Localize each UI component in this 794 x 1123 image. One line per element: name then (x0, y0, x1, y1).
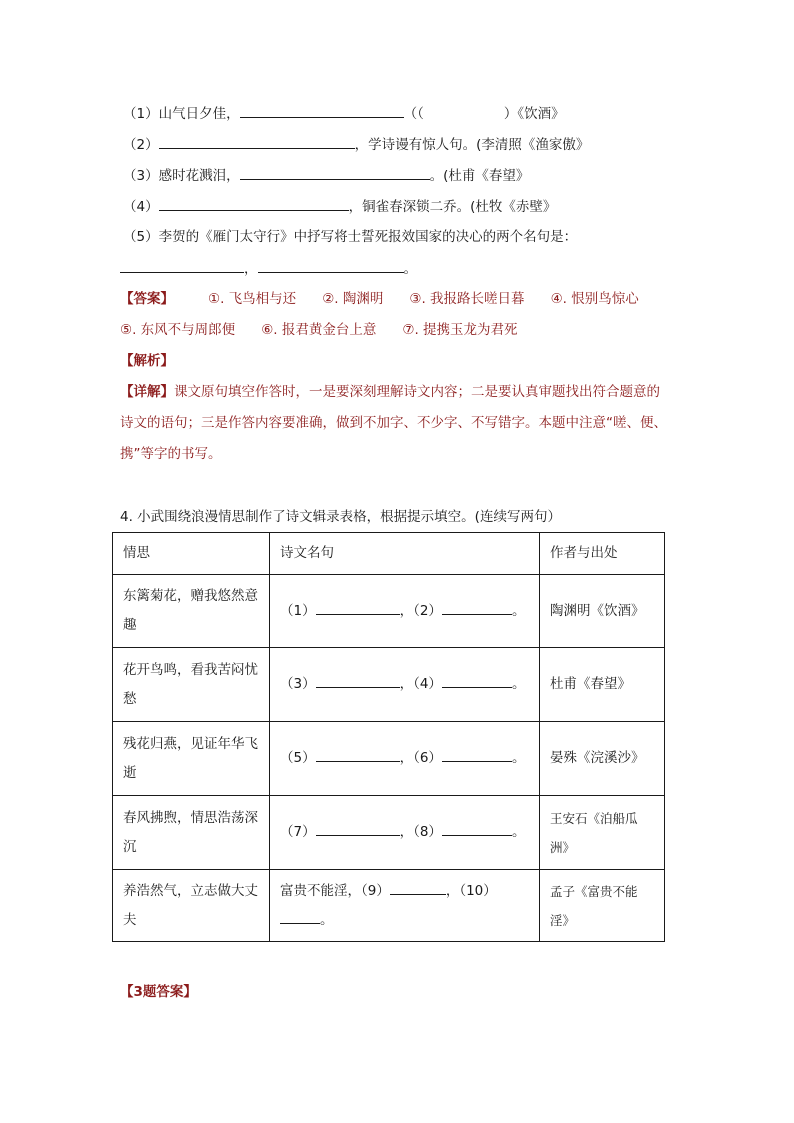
answer-blank[interactable] (442, 823, 512, 836)
q4-intro: 4. 小武围绕浪漫情思制作了诗文辑录表格，根据提示填空。(连续写两句） (120, 509, 561, 525)
q3-line-4: （4） ，铜雀春深锁二乔。(杜牧《赤壁》 (123, 196, 556, 217)
answer-blank[interactable] (120, 258, 244, 273)
source-cell: 陶渊明《饮酒》 (540, 575, 665, 648)
source-cell: 孟子《富贵不能淫》 (540, 870, 665, 942)
answer-item: ③. 我报路长嗟日暮 (409, 291, 525, 307)
source-cell: 王安石《泊船瓜洲》 (540, 796, 665, 870)
emotion-cell: 春风拂煦，情思浩荡深沉 (113, 796, 270, 870)
answer-row-1 (120, 289, 639, 309)
table-header-row (113, 533, 665, 575)
emotion-cell: 养浩然气，立志做大丈夫 (113, 870, 270, 942)
verse-cell: 富贵不能淫，（9） ，（10）。 (270, 870, 540, 942)
source-cell: 晏殊《浣溪沙》 (540, 722, 665, 796)
header-source: 作者与出处 (540, 533, 665, 575)
q3-line-5: （5）李贺的《雁门太守行》中抒写将士誓死报效国家的决心的两个名句是： (123, 229, 578, 245)
table-row (113, 648, 665, 722)
answer-blank[interactable] (316, 749, 400, 762)
analysis-line-2: 诗文的语句；三是作答内容要准确，做到不加字、不少字、不写错字。本题中注意“嗟、便、 (120, 415, 667, 431)
q3-answer-footer: 【3题答案】 (120, 984, 197, 1000)
emotion-cell: 东篱菊花，赠我悠然意趣 (113, 575, 270, 648)
source-cell: 杜甫《春望》 (540, 648, 665, 722)
answer-blank[interactable] (240, 103, 404, 118)
answer-blank[interactable] (442, 602, 512, 615)
q3-line-3: （3）感时花溅泪， 。(杜甫《春望》 (123, 165, 529, 186)
verse-cell: （7） ，（8） 。 (270, 796, 540, 870)
table-row (113, 870, 665, 942)
answer-blank[interactable] (316, 602, 400, 615)
answer-blank[interactable] (240, 165, 430, 180)
verse-cell: （1） ，（2） 。 (270, 575, 540, 648)
answer-item: ②. 陶渊明 (322, 291, 384, 307)
q3-line-5-blanks: ， 。 (120, 258, 417, 279)
table-row (113, 796, 665, 870)
table-row (113, 575, 665, 648)
detail-label: 【详解】 (120, 384, 174, 400)
poem-table (112, 532, 665, 942)
answer-item: ④. 恨别鸟惊心 (550, 291, 639, 307)
q3-line-2: （2） ，学诗谩有惊人句。(李清照《渔家傲》 (123, 134, 589, 155)
q3-line-1: （1）山气日夕佳， （（ ）《饮酒》 (123, 103, 565, 124)
answer-row-2 (120, 320, 544, 340)
answer-blank[interactable] (159, 134, 355, 149)
answer-blank[interactable] (258, 258, 404, 273)
answer-item: ①. 飞鸟相与还 (208, 291, 297, 307)
answer-item: ⑤. 东风不与周郎便 (120, 322, 236, 338)
verse-cell: （5） ，（6） 。 (270, 722, 540, 796)
answer-label: 【答案】 (120, 291, 174, 307)
answer-item: ⑦. 提携玉龙为君死 (402, 322, 518, 338)
analysis-line-1: 【详解】课文原句填空作答时，一是要深刻理解诗文内容；二是要认真审题找出符合题意的 (120, 384, 660, 400)
analysis-line-3: 携”等字的书写。 (120, 446, 222, 462)
answer-blank[interactable] (442, 749, 512, 762)
answer-blank[interactable] (390, 882, 446, 895)
answer-blank[interactable] (280, 911, 320, 924)
emotion-cell: 残花归燕，见证年华飞逝 (113, 722, 270, 796)
header-emotion: 情思 (113, 533, 270, 575)
table-row (113, 722, 665, 796)
answer-blank[interactable] (442, 675, 512, 688)
answer-blank[interactable] (316, 823, 400, 836)
analysis-label: 【解析】 (120, 353, 174, 369)
verse-cell: （3） ，（4） 。 (270, 648, 540, 722)
emotion-cell: 花开鸟鸣，看我苦闷忧愁 (113, 648, 270, 722)
answer-blank[interactable] (159, 196, 349, 211)
header-verse: 诗文名句 (270, 533, 540, 575)
answer-item: ⑥. 报君黄金台上意 (261, 322, 377, 338)
answer-blank[interactable] (316, 675, 400, 688)
